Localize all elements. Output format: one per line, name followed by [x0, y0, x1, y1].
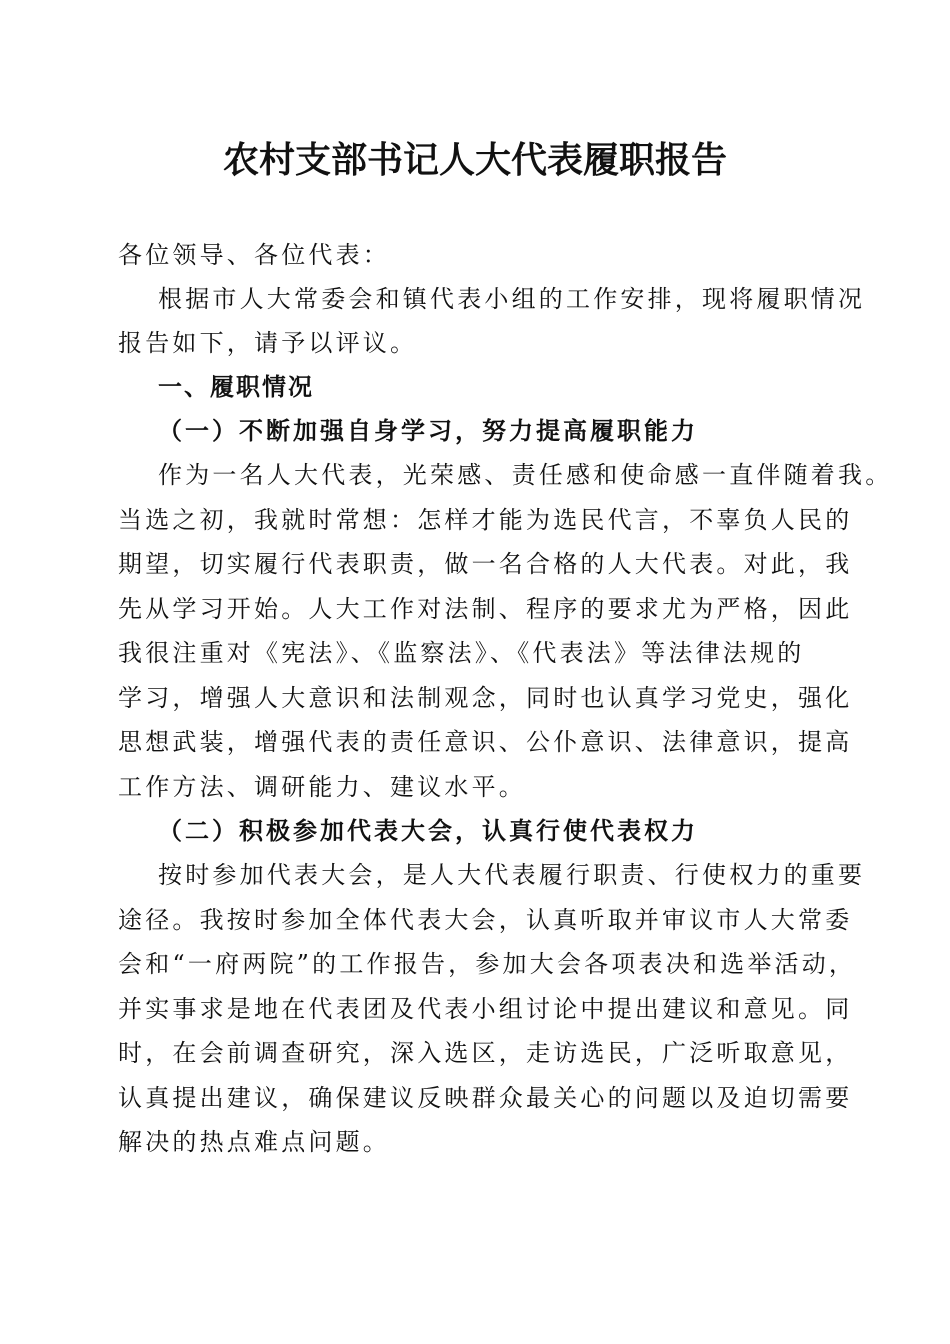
subsection-heading: （二）积极参加代表大会，认真行使代表权力 — [158, 816, 698, 845]
paragraph-line: 学习，增强人大意识和法制观念，同时也认真学习党史，强化 — [118, 684, 853, 712]
paragraph-line: 思想武装，增强代表的责任意识、公仆意识、法律意识，提高 — [118, 728, 853, 756]
paragraph-line: 认真提出建议，确保建议反映群众最关心的问题以及迫切需要 — [118, 1084, 853, 1112]
document-title: 农村支部书记人大代表履职报告 — [222, 139, 727, 181]
paragraph-line: 会和“一府两院”的工作报告，参加大会各项表决和选举活动， — [118, 950, 857, 978]
paragraph-line: 当选之初，我就时常想：怎样才能为选民代言，不辜负人民的 — [118, 506, 853, 534]
paragraph-line: 我很注重对《宪法》、《监察法》、《代表法》等法律法规的 — [118, 639, 805, 667]
salutation: 各位领导、各位代表： — [118, 241, 390, 269]
subsection-heading: （一）不断加强自身学习，努力提高履职能力 — [158, 416, 698, 445]
intro-line: 根据市人大常委会和镇代表小组的工作安排，现将履职情况 — [158, 285, 866, 313]
paragraph-line: 工作方法、调研能力、建议水平。 — [118, 773, 526, 801]
paragraph-line: 按时参加代表大会，是人大代表履行职责、行使权力的重要 — [158, 861, 866, 889]
paragraph-line: 并实事求是地在代表团及代表小组讨论中提出建议和意见。同 — [118, 995, 853, 1023]
intro-line: 报告如下，请予以评议。 — [118, 329, 418, 357]
section-heading: 一、履职情况 — [158, 373, 314, 401]
paragraph-line: 作为一名人大代表，光荣感、责任感和使命感一直伴随着我。 — [158, 461, 893, 489]
paragraph-line: 时，在会前调查研究，深入选区，走访选民，广泛听取意见， — [118, 1039, 853, 1067]
paragraph-line: 期望，切实履行代表职责，做一名合格的人大代表。对此，我 — [118, 550, 853, 578]
paragraph-line: 途径。我按时参加全体代表大会，认真听取并审议市人大常委 — [118, 906, 853, 934]
paragraph-line: 先从学习开始。人大工作对法制、程序的要求尤为严格，因此 — [118, 595, 853, 623]
paragraph-line: 解决的热点难点问题。 — [118, 1128, 390, 1156]
